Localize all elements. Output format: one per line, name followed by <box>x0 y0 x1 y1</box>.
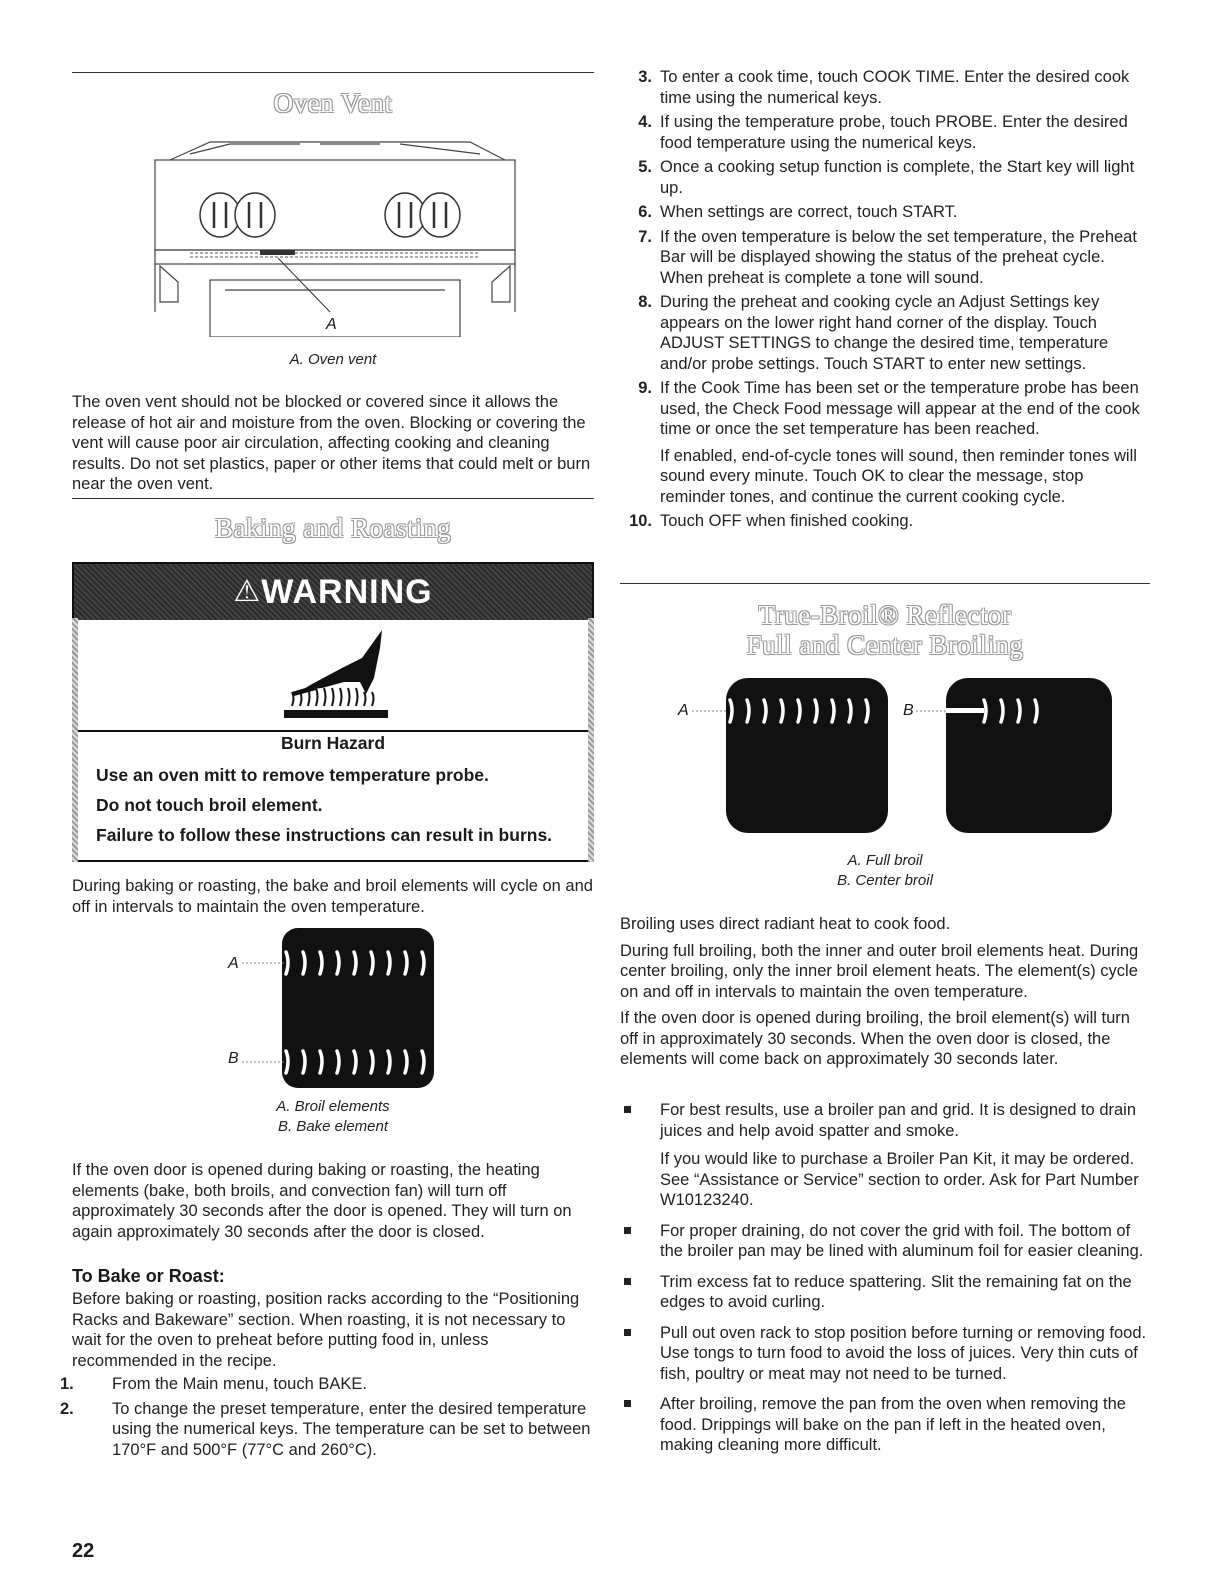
broil-label-b: B <box>903 702 914 719</box>
warning-side-border-left <box>72 618 78 862</box>
step-item: 5. Once a cooking setup function is complete, the Start key will light up. <box>638 158 1135 197</box>
bullet-square-icon <box>624 1329 631 1336</box>
broil-paragraphs <box>620 914 1150 1076</box>
warning-box <box>72 562 594 862</box>
warning-line: Use an oven mitt to remove temperature probe. <box>96 765 489 785</box>
step-item: 8. During the preheat and cooking cycle an Adjust Settings key appears on the lower right hand corner of the display. Touch ADJUST SETTINGS to change the desired time, temperature and/or probe settings. Touch START to enter new settings. <box>638 293 1109 373</box>
bake-roast-intro: Before baking or roasting, position racks according to the “Positioning Racks and Bakeware” section. When roasting, it is not necessary to wait for the oven to preheat before putting food in, unless recommended in the recipe. <box>72 1290 580 1370</box>
oven-vent-illustration <box>150 132 520 337</box>
step-item: 7. If the oven temperature is below the set temperature, the Preheat Bar will be displayed showing the status of the preheat cycle. When preheat is complete a tone will sound. <box>638 227 1137 287</box>
step-item: 9. If the Cook Time has been set or the temperature probe has been used, the Check Food message will appear at the end of the cook time or once the set temperature has been reached. If enabled, end-of-cycle tones will sound, then reminder tones will sound every minute. Touch OK to clear the message, stop reminder tones, and continue the current cooking cycle. <box>638 379 1140 506</box>
list-item: For proper draining, do not cover the grid with foil. The bottom of the broiler pan may be lined with aluminum foil for easier cleaning. <box>620 1221 1150 1262</box>
warning-line: Failure to follow these instructions can result in burns. <box>96 825 553 845</box>
bullet-square-icon <box>624 1400 631 1407</box>
bake-steps-left <box>60 1374 594 1464</box>
elements-caption-b: B. Bake element <box>277 1118 389 1135</box>
broil-paragraph: During full broiling, both the inner and outer broil elements heat. During center broiling, only the inner broil element heats. The element(s) cycle on and off in intervals to maintain the oven temperature. <box>620 941 1139 1001</box>
step-item: 6. When settings are correct, touch START. <box>638 203 958 221</box>
bake-roast-subhead: To Bake or Roast: <box>72 1266 225 1286</box>
elements-caption-a: A. Broil elements <box>276 1098 390 1115</box>
broil-title-line2: Full and Center Broiling <box>746 630 1024 660</box>
oven-vent-paragraph: The oven vent should not be blocked or covered since it allows the release of hot air and moisture from the oven. Blocking or covering the vent will cause poor air circulation, affecting cooking and cleaning results. Do not set plastics, paper or other items that could melt or burn near the oven vent. <box>72 393 591 493</box>
baking-intro: During baking or roasting, the bake and broil elements will cycle on and off in intervals to maintain the oven temperature. <box>72 877 593 916</box>
bullet-square-icon <box>624 1106 631 1113</box>
burn-hazard-heading: Burn Hazard <box>280 733 386 753</box>
broil-label-a: A <box>678 702 689 719</box>
section-rule <box>72 498 594 499</box>
center-broil-illustration <box>914 678 1114 833</box>
full-broil-illustration <box>690 678 890 833</box>
broil-title-line1: True-Broil® Reflector <box>758 600 1012 630</box>
burn-hand-icon <box>282 628 392 720</box>
list-item: After broiling, remove the pan from the oven when removing the food. Drippings will bake on the pan if left in the heated oven, making cleaning more difficult. <box>620 1394 1150 1456</box>
step-item: 1. From the Main menu, touch BAKE. <box>60 1375 367 1393</box>
section-rule <box>620 583 1150 584</box>
list-item: Trim excess fat to reduce spattering. Slit the remaining fat on the edges to avoid curling. <box>620 1272 1150 1313</box>
broil-paragraph: Broiling uses direct radiant heat to cook food. <box>620 915 951 933</box>
warning-line: Do not touch broil element. <box>96 795 323 815</box>
bullet-square-icon <box>624 1227 631 1234</box>
broil-caption-b: B. Center broil <box>837 872 933 889</box>
broil-tips-list <box>620 1100 1150 1466</box>
broil-caption-a: A. Full broil <box>847 852 923 869</box>
step-item: 3. To enter a cook time, touch COOK TIME. Enter the desired cook time using the numerical keys. <box>638 68 1130 107</box>
oven-vent-callout-a: A <box>326 316 337 333</box>
step-item: 10. Touch OFF when finished cooking. <box>629 512 914 530</box>
warning-body <box>74 732 592 846</box>
door-paragraph: If the oven door is opened during baking or roasting, the heating elements (bake, both broils, and convection fan) will turn off approximately 30 seconds after the door is opened. They will turn on again approximately 30 seconds after the door is closed. <box>72 1161 572 1241</box>
oven-vent-caption: A. Oven vent <box>289 351 377 368</box>
page-number: 22 <box>72 1540 95 1562</box>
section-rule <box>72 72 594 73</box>
element-label-a: A <box>228 955 239 972</box>
step-item: 4. If using the temperature probe, touch PROBE. Enter the desired food temperature using the numerical keys. <box>638 113 1128 152</box>
bullet-square-icon <box>624 1278 631 1285</box>
oven-vent-title: Oven Vent <box>273 88 393 118</box>
warning-triangle-icon: ⚠ <box>233 575 262 608</box>
element-label-b: B <box>228 1050 239 1067</box>
step-item: 2. To change the preset temperature, enter the desired temperature using the numerical keys. The temperature can be set to between 170°F and 500°F (77°C and 260°C). <box>60 1399 591 1459</box>
list-item: Pull out oven rack to stop position before turning or removing food. Use tongs to turn food to avoid the loss of juices. Very thin cuts of fish, poultry or meat may not need to be turned. <box>620 1323 1150 1385</box>
baking-roasting-title: Baking and Roasting <box>215 513 451 543</box>
warning-pictogram-area <box>74 620 592 732</box>
bake-steps-right <box>620 67 1142 536</box>
broil-paragraph: If the oven door is opened during broiling, the broil element(s) will turn off in approximately 30 seconds. When the oven door is closed, the elements will come back on approximately 30 seconds later. <box>620 1009 1130 1068</box>
warning-header <box>74 564 592 620</box>
list-item: For best results, use a broiler pan and grid. It is designed to drain juices and help avoid spatter and smoke. If you would like to purchase a Broiler Pan Kit, it may be ordered. See “Assistance or Service” section to order. Ask for Part Number W10123240. <box>620 1100 1150 1211</box>
oven-elements-illustration <box>240 928 435 1088</box>
warning-label: ⚠WARNING <box>74 568 592 616</box>
warning-side-border-right <box>588 618 594 862</box>
